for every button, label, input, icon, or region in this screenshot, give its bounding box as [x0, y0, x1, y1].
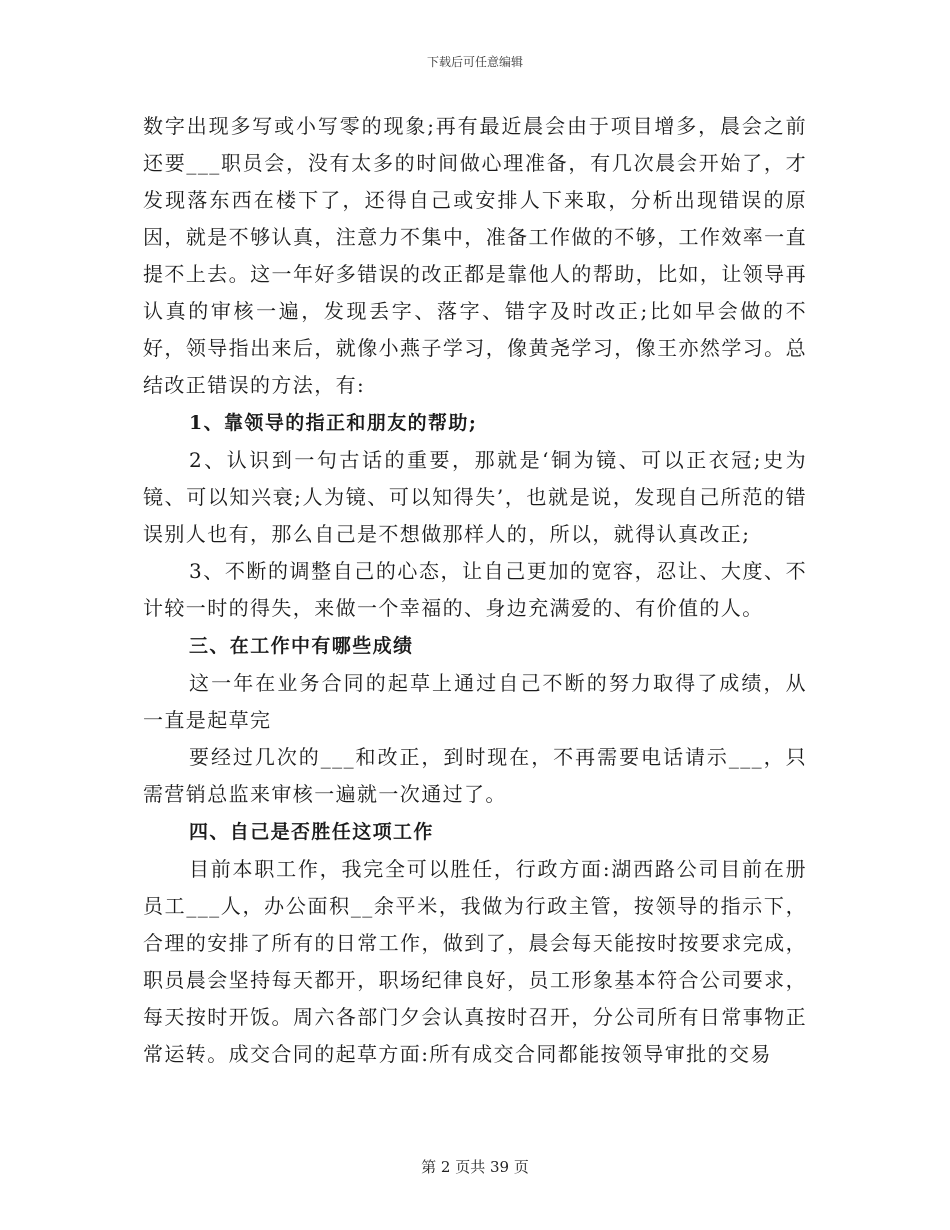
- paragraph-achievements-1: 这一年在业务合同的起草上通过自己不断的努力取得了成绩，从一直是起草完: [143, 671, 807, 732]
- page-header: 下载后可任意编辑: [426, 55, 523, 69]
- list-item-3: 3、不断的调整自己的心态，让自己更加的宽容，忍让、大度、不计较一时的得失，来做一个幸福的、身边充满爱的、有价值的人。: [143, 559, 807, 620]
- paragraph-error-analysis: 数字出现多写或小写零的现象;再有最近晨会由于项目增多，晨会之前还要___职员会，没有太多的时间做心理准备，有几次晨会开始了，才发现落东西在楼下了，还得自己或安排人下来取，分析出现错误的原因，就是不够认真，注意力不集中，准备工作做的不够，工作效率一直提不上去。这一年好多错误的改正都是靠他人的帮助，比如，让领导再认真的审核一遍，发现丢字、落字、错字及时改正;比如早会做的不好，领导指出来后，就像小燕子学习，像黄尧学习，像王亦然学习。总结改正错误的方法，有:: [143, 114, 807, 397]
- list-item-1: 1、靠领导的指正和朋友的帮助;: [189, 412, 478, 434]
- section-heading-achievements: 三、在工作中有哪些成绩: [189, 635, 414, 657]
- page-number: 第 2 页共 39 页: [421, 1158, 529, 1176]
- paragraph-achievements-2: 要经过几次的___和改正，到时现在，不再需要电话请示___，只需营销总监来审核一遍就一次通过了。: [143, 745, 807, 806]
- document-body: [143, 108, 807, 1073]
- paragraph-competence: 目前本职工作，我完全可以胜任，行政方面:湖西路公司目前在册员工___人，办公面积__余平米，我做为行政主管，按领导的指示下，合理的安排了所有的日常工作，做到了，晨会每天能按时按要求完成，职员晨会坚持每天都开，职场纪律良好，员工形象基本符合公司要求，每天按时开饭。周六各部门夕会认真按时召开，分公司所有日常事物正常运转。成交合同的起草方面:所有成交合同都能按领导审批的交易: [143, 857, 807, 1066]
- section-heading-competence: 四、自己是否胜任这项工作: [189, 821, 434, 843]
- list-item-2: 2、认识到一句古话的重要，那就是‘铜为镜、可以正衣冠;史为镜、可以知兴衰;人为镜、可以知得失’，也就是说，发现自己所范的错误别人也有，那么自己是不想做那样人的，所以，就得认真改正;: [143, 448, 807, 546]
